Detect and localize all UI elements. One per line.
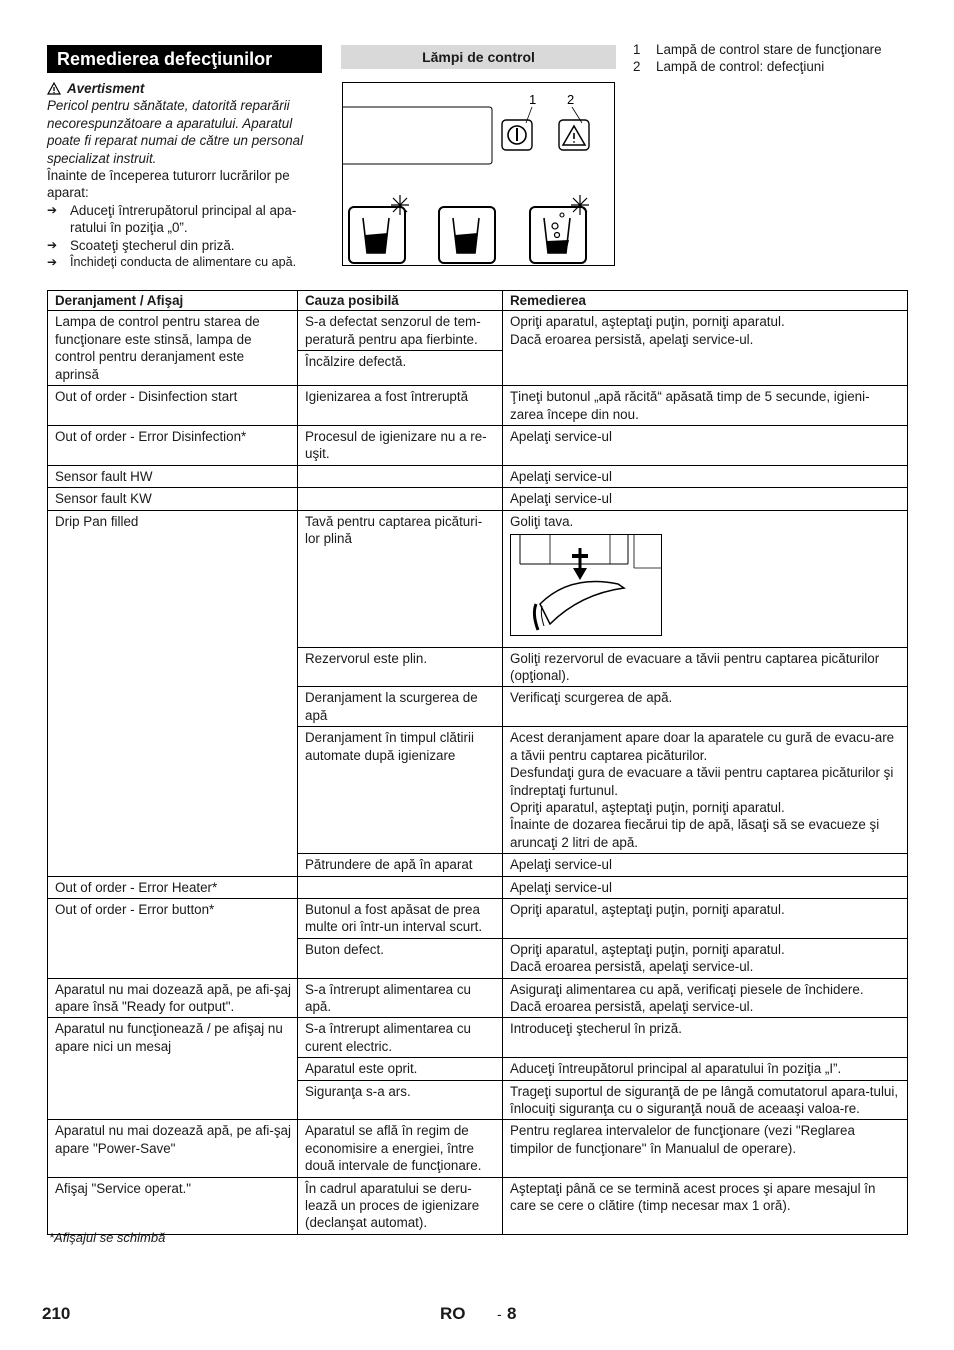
remedy-cell: Opriţi aparatul, aşteptaţi puţin, porniţi aparatul. bbox=[503, 898, 908, 938]
arrow-right-icon: ➔ bbox=[47, 255, 58, 270]
cause-cell: Butonul a fost apăsat de prea multe ori într-un interval scurt. bbox=[298, 898, 503, 938]
table-row bbox=[48, 876, 908, 898]
table-row bbox=[48, 1177, 908, 1234]
header-remedy: Remedierea bbox=[503, 291, 908, 311]
language-code: RO bbox=[440, 1304, 466, 1323]
remedy-cell: Aduceţi întreupătorul principal al aparatului în poziţia „I”. bbox=[503, 1058, 908, 1080]
cause-cell: Igienizarea a fost întreruptă bbox=[298, 386, 503, 426]
arrow-right-icon: ➔ bbox=[47, 237, 58, 252]
callout-1: 1 bbox=[529, 92, 537, 107]
table-row bbox=[48, 488, 908, 510]
warning-text: Pericol pentru sănătate, datorită reparării necorespunzătoare a aparatului. Aparatul poate fi reparat numai de către un personal specializat instruit. bbox=[47, 98, 304, 166]
callout-2: 2 bbox=[567, 92, 575, 107]
header-fault: Deranjament / Afişaj bbox=[48, 291, 298, 311]
table-row bbox=[48, 311, 908, 351]
power-status-lamp-icon bbox=[502, 120, 532, 150]
remedy-cell: Goliţi rezervorul de evacuare a tăvii pentru captarea picăturilor (opţional). bbox=[503, 647, 908, 687]
warning-step: ➔ Aduceţi întrerupătorul principal al apa-ratului în poziţia „0”. bbox=[47, 202, 297, 236]
remedy-cell: Apelaţi service-ul bbox=[503, 488, 908, 510]
cause-cell: Încălzire defectă. bbox=[298, 351, 503, 386]
remedy-cell: Pentru reglarea intervalelor de funcţionare (vezi "Reglarea timpilor de funcţionare" în Manualul de operare). bbox=[503, 1120, 908, 1177]
cause-cell: Aparatul este oprit. bbox=[298, 1058, 503, 1080]
cause-cell: Tavă pentru captarea picături-lor plină bbox=[298, 510, 503, 647]
drip-tray-illustration bbox=[510, 534, 662, 636]
table-row bbox=[48, 1120, 908, 1177]
section-title: Remedierea defecţiunilor bbox=[47, 45, 322, 73]
fault-cell: Afişaj "Service operat." bbox=[48, 1177, 298, 1234]
warning-step: ➔ Scoateţi ştecherul din priză. bbox=[47, 237, 235, 253]
remedy-cell: Apelaţi service-ul bbox=[503, 876, 908, 898]
remedy-cell: Ţineţi butonul „apă răcită“ apăsată timp de 5 secunde, igieni-zarea începe din nou. bbox=[503, 386, 908, 426]
cause-cell: Aparatul se află în regim de economisire a energiei, între două intervale de funcţionare. bbox=[298, 1120, 503, 1177]
fault-cell: Out of order - Error button* bbox=[48, 898, 298, 978]
cause-cell: S-a întrerupt alimentarea cu apă. bbox=[298, 978, 503, 1018]
lamps-title: Lămpi de control bbox=[341, 45, 616, 69]
warning-block bbox=[47, 80, 322, 271]
cause-cell: În cadrul aparatului se deru-lează un proces de igienizare (declanşat automat). bbox=[298, 1177, 503, 1234]
table-row bbox=[48, 510, 908, 647]
warning-step: ➔ Închideţi conducta de alimentare cu apă. bbox=[47, 254, 322, 271]
fault-cell: Lampa de control pentru starea de funcţionare este stinsă, lampa de control pentru deranjament este aprinsă bbox=[48, 311, 298, 386]
remedy-cell: Aşteptaţi până ce se termină acest proces şi apare mesajul în care se cere o clătire (timp necesar max 1 oră). bbox=[503, 1177, 908, 1234]
remedy-cell: Introduceţi ştecherul în priză. bbox=[503, 1018, 908, 1058]
control-panel-diagram bbox=[342, 82, 615, 266]
legend-item: 1 Lampă de control stare de funcţionare bbox=[633, 42, 882, 57]
warning-triangle-icon bbox=[47, 82, 61, 95]
cause-cell: Siguranţa s-a ars. bbox=[298, 1080, 503, 1120]
fault-cell: Sensor fault KW bbox=[48, 488, 298, 510]
cause-cell: S-a defectat senzorul de tem-peratură pentru apa fierbinte. bbox=[298, 311, 503, 351]
table-row bbox=[48, 465, 908, 487]
cause-cell: Pătrundere de apă în aparat bbox=[298, 854, 503, 876]
fault-cell: Out of order - Disinfection start bbox=[48, 386, 298, 426]
cause-cell bbox=[298, 876, 503, 898]
remedy-cell: Opriţi aparatul, aşteptaţi puţin, porniţi aparatul. Dacă eroarea persistă, apelaţi service-ul. bbox=[503, 938, 908, 978]
table-row bbox=[48, 978, 908, 1018]
cause-cell: S-a întrerupt alimentarea cu curent electric. bbox=[298, 1018, 503, 1058]
page-separator: - bbox=[497, 1306, 502, 1322]
cause-cell: Buton defect. bbox=[298, 938, 503, 978]
fault-cell: Out of order - Error Heater* bbox=[48, 876, 298, 898]
section-page-number: 8 bbox=[507, 1304, 517, 1323]
warning-intro: Înainte de începerea tuturorr lucrărilor pe aparat: bbox=[47, 168, 290, 201]
fault-cell: Sensor fault HW bbox=[48, 465, 298, 487]
cause-cell: Procesul de igienizare nu a re-uşit. bbox=[298, 426, 503, 466]
legend-item: 2 Lampă de control: defecţiuni bbox=[633, 59, 825, 75]
remedy-cell: Acest deranjament apare doar la aparatele cu gură de evacu-are a tăvii pentru captarea picăturilor. Desfundaţi gura de evacuare a tăvii pentru captarea picăturilor şi îndreptaţi furtunul. Opriţi aparatul, aşteptaţi puţin, porniţi aparatul. Înainte de dozarea fiecărui tip de apă, lăsaţi să se evacueze şi aruncaţi 2 litri de apă. bbox=[503, 727, 908, 854]
remedy-cell bbox=[503, 510, 908, 647]
cause-cell: Deranjament în timpul clătirii automate după igienizare bbox=[298, 727, 503, 854]
remedy-text: Goliţi tava. bbox=[510, 513, 574, 529]
header-cause: Cauza posibilă bbox=[298, 291, 503, 311]
fault-cell: Aparatul nu mai dozează apă, pe afi-şaj apare "Power-Save" bbox=[48, 1120, 298, 1177]
lamp-legend bbox=[633, 41, 933, 76]
cause-cell bbox=[298, 488, 503, 510]
sparkling-cold-water-glass-icon bbox=[530, 195, 589, 263]
warning-heading-text: Avertisment bbox=[67, 81, 145, 96]
fault-cell: Aparatul nu mai dozează apă, pe afi-şaj apare însă "Ready for output". bbox=[48, 978, 298, 1018]
fault-cell: Aparatul nu funcţionează / pe afişaj nu apare nici un mesaj bbox=[48, 1018, 298, 1120]
remedy-cell: Opriţi aparatul, aşteptaţi puţin, porniţi aparatul. Dacă eroarea persistă, apelaţi service-ul. bbox=[503, 311, 908, 386]
cause-cell: Rezervorul este plin. bbox=[298, 647, 503, 687]
fault-warning-lamp-icon bbox=[559, 120, 589, 150]
page-number: 210 bbox=[42, 1304, 71, 1323]
cause-cell bbox=[298, 465, 503, 487]
table-row bbox=[48, 426, 908, 466]
table-header-row bbox=[48, 291, 908, 311]
fault-cell: Out of order - Error Disinfection* bbox=[48, 426, 298, 466]
remedy-cell: Apelaţi service-ul bbox=[503, 465, 908, 487]
cold-water-glass-icon bbox=[349, 195, 409, 263]
cause-cell: Deranjament la scurgerea de apă bbox=[298, 687, 503, 727]
remedy-cell: Trageţi suportul de siguranţă de pe lângă comutatorul apara-tului, înlocuiţi siguranţa cu o siguranţă nouă de aceaaşi valoa-re. bbox=[503, 1080, 908, 1120]
table-row bbox=[48, 1018, 908, 1058]
warning-heading bbox=[47, 80, 322, 97]
fault-cell: Drip Pan filled bbox=[48, 510, 298, 876]
remedy-cell: Asiguraţi alimentarea cu apă, verificaţi piesele de închidere. Dacă eroarea persistă, apelaţi service-ul. bbox=[503, 978, 908, 1018]
arrow-right-icon: ➔ bbox=[47, 202, 58, 217]
table-row bbox=[48, 898, 908, 938]
water-glass-icon bbox=[439, 207, 495, 263]
footnote: *Afişajul se schimbă bbox=[49, 1230, 166, 1245]
remedy-cell: Apelaţi service-ul bbox=[503, 426, 908, 466]
remedy-cell: Verificaţi scurgerea de apă. bbox=[503, 687, 908, 727]
table-row bbox=[48, 386, 908, 426]
remedy-cell: Apelaţi service-ul bbox=[503, 854, 908, 876]
troubleshooting-table bbox=[47, 290, 908, 1235]
